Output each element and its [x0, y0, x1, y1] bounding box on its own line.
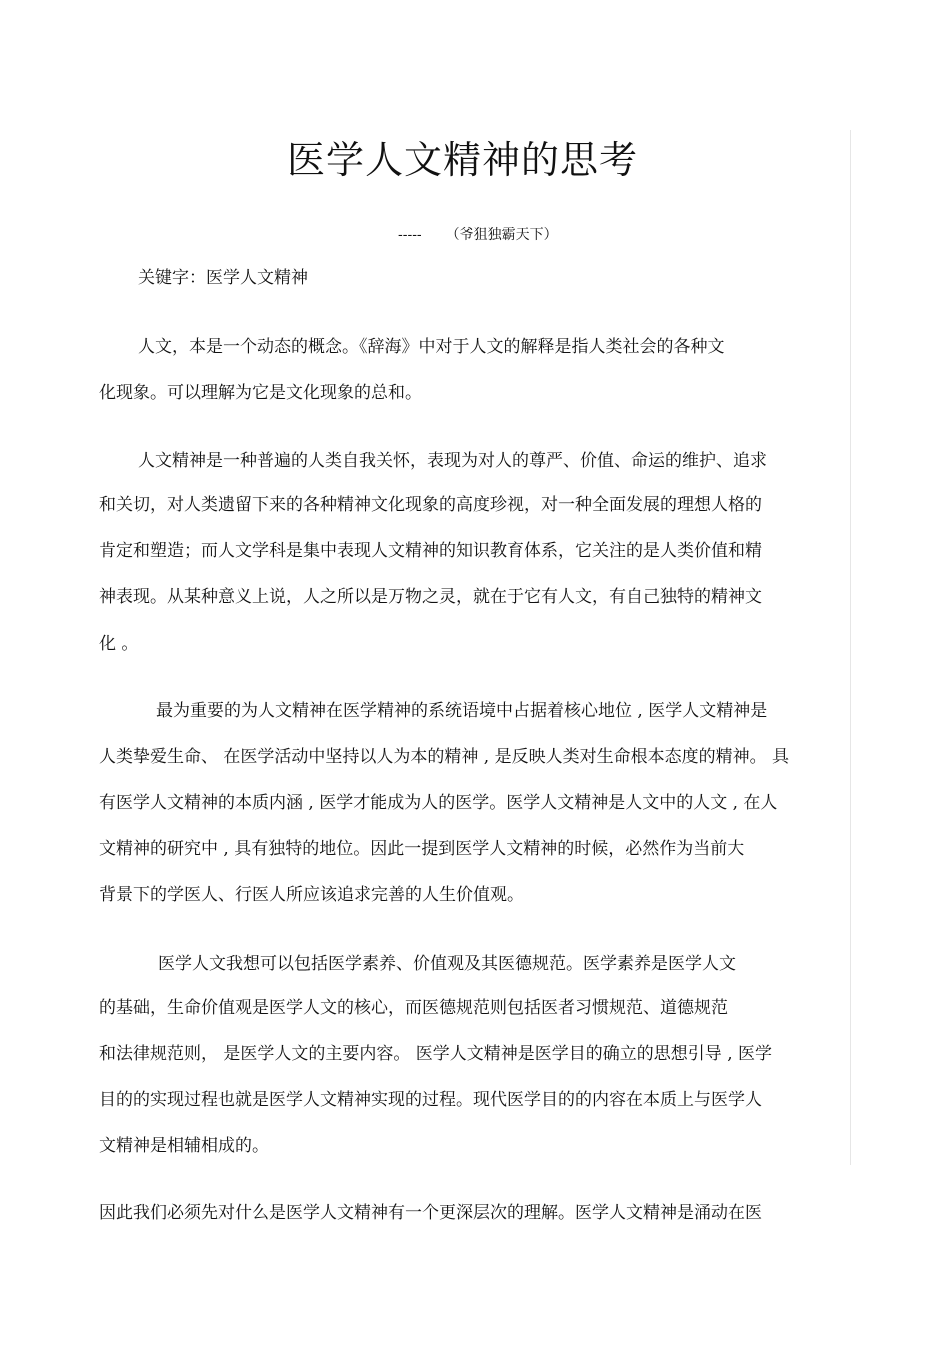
author-dash: ----- — [398, 227, 422, 243]
paragraph-line: 的基础，生命价值观是医学人文的核心，而医德规范则包括医者习惯规范、道德规范 — [99, 998, 728, 1018]
paragraph-line: 化现象。可以理解为它是文化现象的总和。 — [99, 383, 422, 403]
paragraph-line: 人文，本是一个动态的概念。《辞海》中对于人文的解释是指人类社会的各种文 — [138, 337, 725, 357]
paragraph-line: 人文精神是一种普遍的人类自我关怀，表现为对人的尊严、价值、命运的维护、追求 — [138, 451, 767, 471]
paragraph-line: 人类挚爱生命、 在医学活动中坚持以人为本的精神 , 是反映人类对生命根本态度的精神。 具 — [99, 747, 790, 767]
keywords-line: 关键字：医学人文精神 — [138, 268, 308, 288]
paragraph-line: 化 。 — [99, 634, 139, 654]
paragraph-line: 有医学人文精神的本质内涵 , 医学才能成为人的医学。医学人文精神是人文中的人文 , 在人 — [99, 793, 778, 813]
paragraph-line: 文精神是相辅相成的。 — [99, 1136, 269, 1156]
paragraph-line: 神表现。从某种意义上说，人之所以是万物之灵，就在于它有人文，有自己独特的精神文 — [99, 587, 762, 607]
author-line — [398, 224, 558, 246]
page-edge-divider — [850, 130, 851, 1165]
paragraph-line: 和关切，对人类遗留下来的各种精神文化现象的高度珍视，对一种全面发展的理想人格的 — [99, 495, 762, 515]
paragraph-line: 目的的实现过程也就是医学人文精神实现的过程。现代医学目的的内容在本质上与医学人 — [99, 1090, 762, 1110]
paragraph-line: 文精神的研究中 , 具有独特的地位。因此一提到医学人文精神的时候，必然作为当前大 — [99, 839, 745, 859]
paragraph-line: 因此我们必须先对什么是医学人文精神有一个更深层次的理解。医学人文精神是涌动在医 — [99, 1203, 762, 1223]
document-title: 医学人文精神的思考 — [286, 138, 638, 182]
paragraph-line: 背景下的学医人、行医人所应该追求完善的人生价值观。 — [99, 885, 524, 905]
paragraph-line: 医学人文我想可以包括医学素养、价值观及其医德规范。医学素养是医学人文 — [158, 954, 736, 974]
paragraph-line: 肯定和塑造；而人文学科是集中表现人文精神的知识教育体系，它关注的是人类价值和精 — [99, 541, 762, 561]
author-name: （爷狙独霸天下） — [445, 227, 558, 243]
paragraph-line: 最为重要的为人文精神在医学精神的系统语境中占据着核心地位 , 医学人文精神是 — [156, 701, 768, 721]
paragraph-line: 和法律规范则， 是医学人文的主要内容。 医学人文精神是医学目的确立的思想引导 , 医学 — [99, 1044, 773, 1064]
